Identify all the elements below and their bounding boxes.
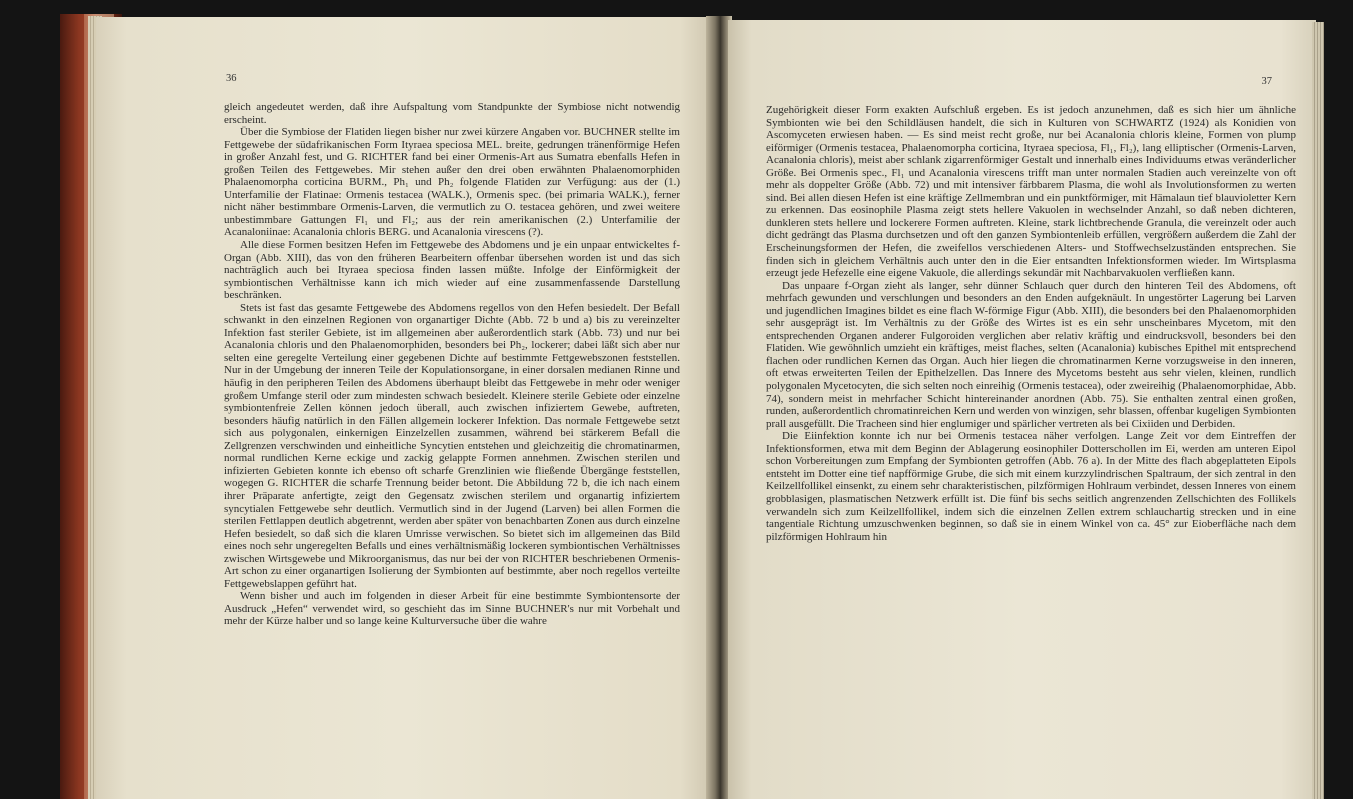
right-page-text — [766, 104, 1296, 543]
left-page-text — [224, 101, 680, 628]
right-page — [728, 20, 1316, 799]
left-page-number: 36 — [226, 73, 237, 84]
left-paragraph-5: Wenn bisher und auch im folgenden in dieser Arbeit für eine bestimmte Symbiontensorte der Ausdruck „Hefen“ verwendet wird, so geschieht das im Sinne BUCHNER's nur mit Vorbehalt und mehr der Kürze halber und so lange keine Kulturversuche über die wahre — [224, 590, 680, 628]
right-page-number: 37 — [1261, 76, 1272, 87]
left-paragraph-4: Stets ist fast das gesamte Fettgewebe des Abdomens regellos von den Hefen besiedelt. Der Befall schwankt in den einzelnen Regionen von organartiger Dichte (Abb. 72 b und a) bis zu vereinzelter Infektion fast steriler Gebiete, ist im allgemeinen aber außerordentlich stark (Abb. 73) und nur bei Acanalonia chloris und den Phalaenomorphiden, besonders bei Ph₂, lockerer; dabei läßt sich aber nur selten eine geregelte Verteilung einer gegebenen Dichte auf bestimmte Fettgewebszonen feststellen. Nur in der Umgebung der inneren Teile der Kopulationsorgane, in einer dorsalen medianen Rinne und häufig in den peripheren Teilen des Abdomens überhaupt bleibt das Fettgewebe in mehr oder weniger großem Umfange steril oder zum mindesten schwach besiedelt. Kleinere sterile Gebiete oder einzelne symbiontenfreie Zellen können jedoch überall, auch zwischen infiziertem Gewebe, auftreten, besonders häufig natürlich in den Fällen allgemein lockerer Infektion. Das normale Fettgewebe setzt sich aus polygonalen, einkernigen Einzelzellen zusammen, während bei stärkerem Befall die Zellgrenzen verschwinden und einheitliche Syncytien entstehen und gleichzeitig die chromatinarmen, normal rundlichen Kerne eckige und zackig gelappte Formen annehmen. Zwischen sterilen und infizierten Gebieten konnte ich ebenso oft scharfe Grenzlinien wie fließende Übergänge feststellen, wogegen G. RICHTER die scharfe Trennung beider betont. Die Abbildung 72 b, die ich nach einem ihrer Präparate anfertigte, zeigt den Gegensatz zwischen sterilem und organartig infiziertem syncytialen Fettgewebe sehr deutlich. Vermutlich sind in der Jugend (Larven) bei allen Formen die sterilen Fettlappen deutlich abgetrennt, werden aber später von benachbarten Zonen aus durch einzelne Hefen besiedelt, so daß sich die klaren Umrisse verwischen. So bietet sich im allgemeinen das Bild eines noch sehr ungeregelten Befalls und eines verhältnismäßig lockeren symbiontischen Verhältnisses zwischen Wirtsgewebe und Mikroorganismus, das nur bei der von RICHTER beschriebenen Ormenis-Art schon zu einer organartigen Isolierung der Symbionten auf bestimmte, aber noch regellos verteilte Fettgewebslappen geführt hat. — [224, 301, 680, 590]
left-paragraph-2: Über die Symbiose der Flatiden liegen bisher nur zwei kürzere Angaben vor. BUCHNER stellte im Fettgewebe der südafrikanischen Form Ityraea speciosa MEL. breite, gedrungen tränenförmige Hefen in großer Anzahl fest, und G. RICHTER fand bei einer Ormenis-Art aus Sumatra ebenfalls Hefen in großen Teilen des Fettgewebes. Mir stehen außer den drei oben erwähnten Phalaenomorphiden Phalaenomorpha corticina BURM., Ph₁ und Ph₂ folgende Flatiden zur Verfügung: aus der (1.) Unterfamilie der Flatinae: Ormenis testacea (WALK.), Ormenis spec. (bei primaria WALK.), ferner nicht näher bestimmbare Ormenis-Larven, die vermutlich zu O. testacea gehören, und zwei weitere unbestimmbare Gattungen Fl₁ und Fl₂; aus der rein amerikanischen (2.) Unterfamilie der Acanaloniinae: Acanalonia chloris BERG. und Acanalonia virescens (?). — [224, 126, 680, 239]
left-paragraph-1: gleich angedeutet werden, daß ihre Aufspaltung vom Standpunkte der Symbiose nicht notwendig erscheint. — [224, 101, 680, 126]
left-paragraph-3: Alle diese Formen besitzen Hefen im Fettgewebe des Abdomens und je ein unpaar entwickeltes f-Organ (Abb. XIII), das von den früheren Bearbeitern offenbar übersehen worden ist und das sich nachträglich auch bei Ityraea speciosa finden lassen müßte. Infolge der Einförmigkeit der symbiontischen Verhältnisse kann ich mich wieder auf eine zusammenfassende Darstellung beschränken. — [224, 239, 680, 302]
right-page-stack — [1312, 22, 1324, 799]
right-paragraph-2: Das unpaare f-Organ zieht als langer, sehr dünner Schlauch quer durch den hinteren Teil des Abdomens, oft mehrfach gewunden und verschlungen und besonders an den Enden aufgeknäult. In ungestörter Lagerung bei Larven und jugendlichen Imagines bildet es eine flach W-förmige Figur (Abb. XIII), die besonders bei den Phalaenomorphiden sehr ausgeprägt ist. Im Verhältnis zu der Größe des Wirtes ist es ein sehr unscheinbares Mycetom, mit den entsprechenden Organen anderer Fulgoroiden verglichen aber relativ kräftig und eindrucksvoll, besonders bei den Flatiden. Wie gewöhnlich umzieht ein kräftiges, meist flaches, selten (Acanalonia) kubisches Epithel mit entsprechend flachen oder rundlichen Kernen das Organ. Auch hier liegen die chromatinarmen Kerne vorzugsweise in den inneren, oft etwas erweiterten Teilen der Epithelzellen. Das Innere des Mycetoms besteht aus sehr vielen, kleinen, rundlich polygonalen Mycetocyten, die sich selten noch einreihig (Ormenis testacea), oder zweireihig (Phalaenomorphidae, Abb. 74), sondern meist in mehrfacher Schicht hintereinander anordnen (Abb. 75). Sie enthalten zentral einen großen, runden, außerordentlich chromatinreichen Kern und werden von winzigen, sehr blassen, offenbar kugeligen Symbionten prall ausgefüllt. Die Tracheen sind hier englumiger und spärlicher vertreten als bei Cixiiden und Derbiden. — [766, 279, 1296, 430]
right-paragraph-3: Die Eiinfektion konnte ich nur bei Ormenis testacea näher verfolgen. Lange Zeit vor dem Eintreffen der Infektionsformen, etwa mit dem Beginn der Ablagerung eosinophiler Dotterschollen im Ei, werden am unteren Eipol schon Vorbereitungen zum Empfang der Symbionten getroffen (Abb. 76 a). In der Mitte des flach abgeplatteten Eipols entsteht im Dotter eine tief napfförmige Grube, die sich mit einem kurzzylindrischen Spaltraum, der sich zentral in den Keilzellfollikel einsenkt, zu einem sehr charakteristischen, pilzförmigen Hohlraum verbindet, dessen Inneres von einem grobblasigen, plasmatischen Netzwerk erfüllt ist. Die fünf bis sechs seitlich angrenzenden Zellschichten des Follikels verwandeln sich zum Keilzellfollikel, indem sich die einzelnen Zellen extrem schlauchartig strecken und in eine tangentiale Richtung umzuschwenken beginnen, so daß sie in einem Winkel von ca. 45° zur Eioberfläche nach dem pilzförmigen Hohlraum hin — [766, 430, 1296, 543]
left-page — [96, 17, 711, 799]
right-paragraph-1: Zugehörigkeit dieser Form exakten Aufschluß ergeben. Es ist jedoch anzunehmen, daß es sich hier um ähnliche Symbionten wie bei den Schildläusen handelt, die sich in Kulturen von SCHWARTZ (1924) als Konidien von Ascomyceten erwiesen haben. — Es sind meist recht große, nur bei Acanalonia chloris kleine, Formen von plump eiförmiger (Ormenis testacea, Phalaenomorpha corticina, Ityraea speciosa, Fl₁, Fl₂), lang elliptischer (Ormenis-Larven, Acanalonia chloris), meist aber schlank zigarrenförmiger Gestalt und innerhalb eines Individuums etwas veränderlicher Größe. Bei Ormenis spec., Fl₁ und Acanalonia virescens trifft man unter normalen Stadien auch vereinzelte von oft mehr als doppelter Größe (Abb. 72) und mit intensiver färbbarem Plasma, die wohl als Involutionsformen zu werten sind. Bei allen diesen Hefen ist eine kräftige Zellmembran und ein punktförmiger, mit Hämalaun tief blauvioletter Kern zu erkennen. Das eosinophile Plasma zeigt stets hellere Vakuolen in wechselnder Anzahl, so daß neben dichteren, dunkleren stets hellere und lockerere Formen auftreten. Kleine, stark lichtbrechende Granula, die vereinzelt oder auch dicht gedrängt das Plasma durchsetzen und oft den ganzen Symbiontenleib erfüllen, vergrößern außerdem die Zahl der Erscheinungsformen der Hefen, die zweifellos verschiedenen Alters- und Stoffwechselzuständen entsprechen. Sie finden sich in gleichem Verhältnis auch unter den in die Eier entsandten Infektionsformen wieder. Im Wirtsplasma erzeugt jede Hefezelle eine eigene Vakuole, die allerdings sekundär mit Nachbarvakuolen verfließen kann. — [766, 104, 1296, 280]
